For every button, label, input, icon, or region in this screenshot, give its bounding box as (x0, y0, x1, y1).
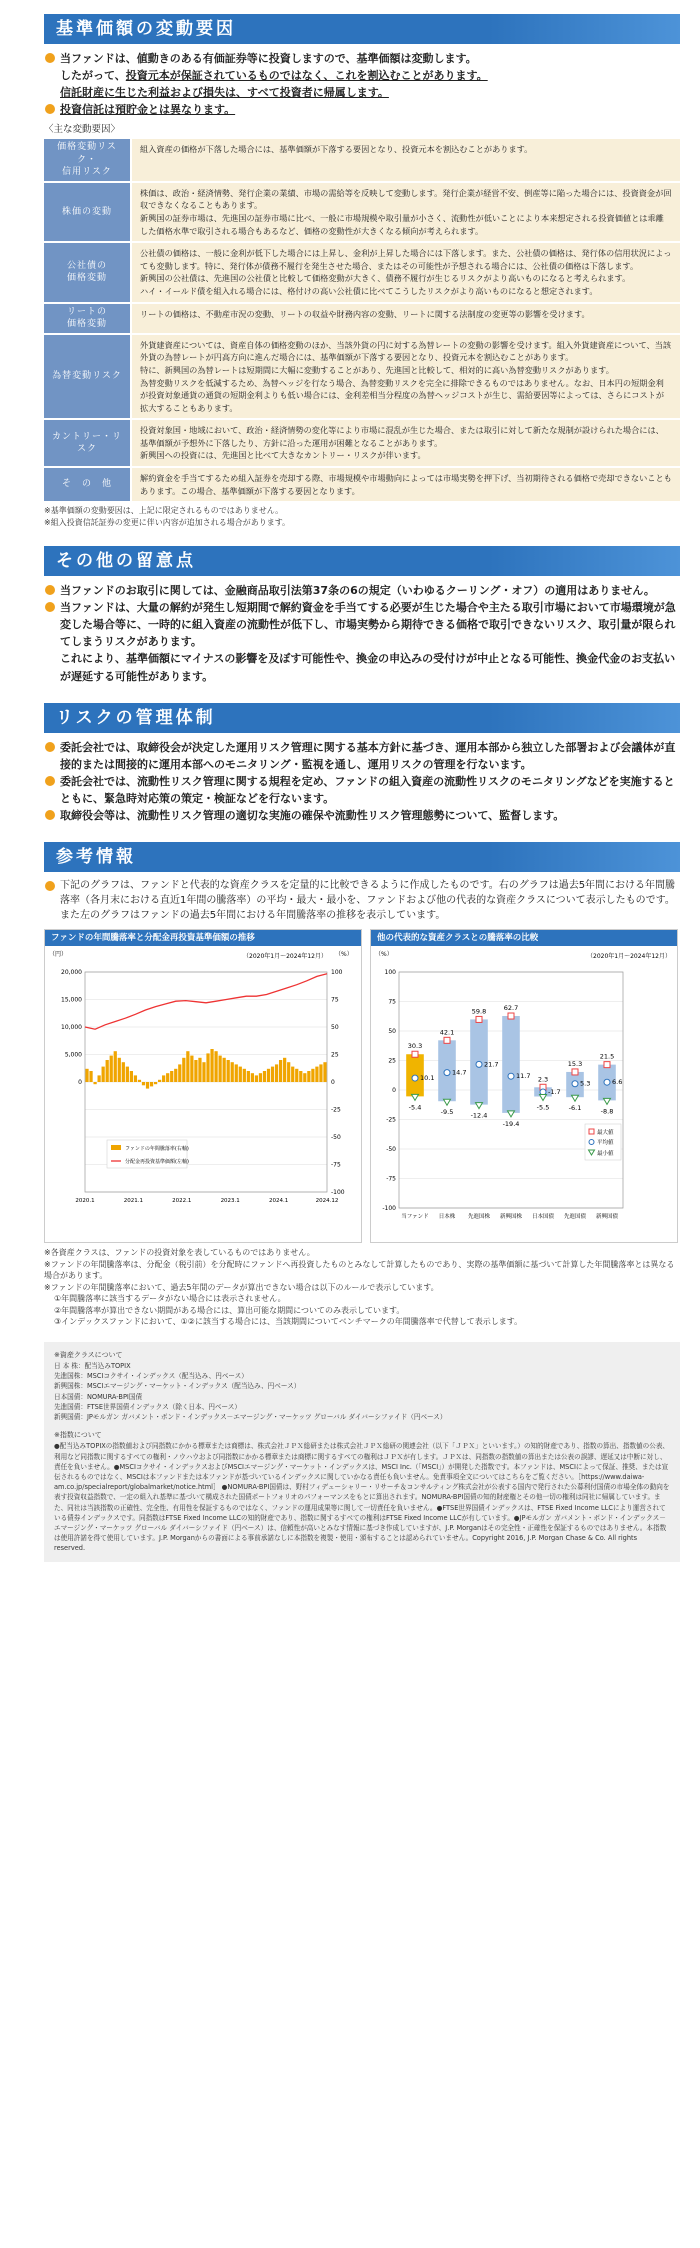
return-bar (134, 1076, 137, 1083)
risk-key: 株価の変動 (44, 183, 132, 241)
max-label: 21.5 (599, 1052, 615, 1061)
chart-period: （2020年1月～2024年12月） (243, 953, 327, 961)
max-marker (412, 1051, 418, 1057)
section-title-other-notes: その他の留意点 (44, 546, 680, 576)
return-bar (198, 1058, 201, 1082)
risk-table-subtitle: 〈主な変動要因〉 (44, 124, 121, 135)
max-label: 15.3 (567, 1060, 583, 1069)
avg-label: 5.3 (580, 1079, 591, 1088)
y-tick: 25 (388, 1057, 396, 1065)
return-bar (174, 1069, 177, 1082)
x-tick: 日本株 (438, 1214, 456, 1221)
x-tick: 2023.1 (220, 1198, 240, 1205)
return-bar (303, 1073, 306, 1082)
min-marker (508, 1111, 515, 1117)
risk-desc: 公社債の価格は、一般に金利が低下した場合には上昇し、金利が上昇した場合には下落します。また、公社債の価格は、発行体の信用状況によっても変動します。特に、発行体が債務不履行を発生させた場合、またはその可能性が予想される場合には、公社債の価格は下落します。 新興国の公社債は、先進国の公社債と比較して価格変動が大きく、債務不履行が生じるリスクがより高いものになると考えられます。 ハイ・イールド債を組入れる場合には、格付けの高い公社債に比べてこうしたリスクがより高いものになると想定されます。 (132, 243, 680, 301)
avg-marker (476, 1062, 482, 1068)
y-tick: -50 (386, 1146, 396, 1154)
max-marker (476, 1017, 482, 1023)
legend-label: 最大値 (597, 1130, 614, 1137)
y-tick: 0 (392, 1087, 396, 1095)
min-marker (444, 1099, 451, 1105)
y-right-tick: 75 (331, 996, 339, 1004)
avg-marker (572, 1081, 578, 1087)
return-bar (299, 1071, 302, 1082)
asset-class-chart-svg (371, 946, 677, 1238)
x-tick: 新興国株 (499, 1214, 523, 1221)
avg-marker (604, 1079, 610, 1085)
return-bar (89, 1071, 92, 1082)
y-right-tick: -75 (331, 1161, 341, 1169)
min-label: -8.8 (600, 1107, 614, 1116)
return-bar (194, 1060, 197, 1082)
max-label: 30.3 (407, 1042, 423, 1051)
return-bar (283, 1058, 286, 1082)
risk-key: リートの 価格変動 (44, 304, 132, 333)
avg-label: 21.7 (484, 1060, 499, 1069)
return-bar (85, 1069, 88, 1082)
reference-intro: 下記のグラフは、ファンドと代表的な資産クラスを定量的に比較できるように作成したものです。右のグラフは過去5年間における年間騰落率（各月末における直近1年間の騰落率）の平均・最大・最小を、ファンドおよび他の代表的な資産クラスについて表示したものです。また左のグラフはファンドの過去5年間における年間騰落率の推移を表示しています。 (44, 878, 680, 923)
min-marker (572, 1095, 579, 1101)
section-title-reference: 参考情報 (44, 842, 680, 872)
section-title-risk-management: リスクの管理体制 (44, 703, 680, 733)
risk-key: 価格変動リスク・ 信用リスク (44, 139, 132, 181)
return-bar (130, 1071, 133, 1082)
return-bar (122, 1062, 125, 1082)
y-tick: -25 (386, 1116, 396, 1124)
risk-notes: ※基準価額の変動要因は、上記に限定されるものではありません。 ※組入投資信託証券の変更に伴い内容が追加される場合があります。 (44, 506, 291, 527)
y-left-tick: 20,000 (61, 969, 82, 977)
avg-marker (508, 1073, 514, 1079)
risk-desc: 解約資金を手当てするため組入証券を売却する際、市場規模や市場動向によっては市場実勢を押下げ、当初期待される価格で売却できないこともあります。この場合、基準価額が下落する要因となります。 (132, 468, 680, 501)
fund-return-chart (44, 929, 362, 1243)
legend-label: 分配金再投資基準価額(左軸) (125, 1159, 189, 1166)
avg-label: 10.1 (420, 1074, 435, 1083)
max-marker (604, 1062, 610, 1068)
index-disclaimer-box: ※資産クラスについて 日 本 株：配当込みTOPIX 先進国株：MSCIコクサイ・インデックス（配当込み、円ベース） 新興国株：MSCIエマージング・マーケット・インデックス（配当込み、円ベース） 日本国債：NOMURA-BPI国債 先進国債：FTSE世界国債インデックス（除く日本、円ベース） 新興国債：JPモルガン ガバメント・ボンド・インデックス－エマージング・マーケッツ グローバル ダイバーシファイド（円ベース） ※指数について ●配当込みTOPIXの指数値および同指数にかかる標章または商標は、株式会社ＪＰＸ総研または株式会社ＪＰＸ総研の関連会社（以下「ＪＰＸ」といいます。）の知的財産であり、指数の算出、指数値の公表、利用など同指数に関するすべての権利・ノウハウおよび同指数にかかる標章または商標に関するすべての権利はＪＰＸが有します。ＪＰＸは、同指数の指数値の算出または公表の誤謬、遅延又は中断に対し、責任を負いません。●MSCIコクサイ・インデックスおよびMSCIエマージング・マーケット・インデックスは、MSCI Inc.（「MSCI」）が開発した指数です。本ファンドは、MSCIによって保証、推奨、または宣伝されるものではなく、MSCIは本ファンドまたは本ファンドが基づいているインデックスに関していかなる責任も負いません。免責事項全文についてはこちらをご覧ください。［https://www.daiwa-am.co.jp/specialreport/globalmarket/notice.html］ ●NOMURA-BPI国債は、野村フィデューシャリー・リサーチ＆コンサルティング株式会社が公表する国内で発行された公募利付国債の市場全体の動向を表す投資収益指数で、一定の組入れ基準に基づいて構成された国債ポートフォリオのパフォーマンスをもとに算出されます。NOMURA-BPI国債の知的財産権とその他一切の権利は同社に帰属しています。また、同社は当該指数の正確性、完全性、有用性を保証するものではなく、ファンドの運用成果等に関して一切責任を負いません。●FTSE世界国債インデックスは、FTSE Fixed Income LLCにより運営されている債券インデックスです。同指数はFTSE Fixed Income LLCの知的財産であり、指数に関するすべての権利はFTSE Fixed Income LLCが有しています。●JPモルガン ガバメント・ボンド・インデックス－エマージング・マーケッツ グローバル ダイバーシファイド（円ベース）は、信頼性が高いとみなす情報に基づき作成していますが、J.P. Morganはその完全性・正確性を保証するものではありません。本指数は使用許諾を得て使用しています。J.P. Morganからの書面による事前承諾なしに本指数を複製・使用・頒布することは認められていません。Copyright 2016, J.P. Morgan Chase & Co. All rights reserved. (44, 1342, 680, 1562)
return-bar (102, 1067, 105, 1082)
return-bar (210, 1049, 213, 1082)
y-right-tick: 100 (331, 969, 343, 977)
risk-row (44, 183, 680, 241)
return-bar (247, 1071, 250, 1082)
min-label: -19.4 (502, 1120, 520, 1129)
return-bar (190, 1056, 193, 1082)
risk-desc: 投資対象国・地域において、政治・経済情勢の変化等により市場に混乱が生じた場合、または取引に対して新たな規制が設けられた場合には、基準価額が予想外に下落したり、方針に沿った運用が困難となることがあります。 新興国への投資には、先進国と比べて大きなカントリー・リスクが伴います。 (132, 420, 680, 466)
range-bar (502, 1016, 520, 1113)
x-tick: 先進国債 (563, 1214, 587, 1221)
section-title-nav-factors: 基準価額の変動要因 (44, 14, 680, 44)
return-bar (287, 1062, 290, 1082)
legend-max-icon (589, 1129, 594, 1134)
return-bar (146, 1082, 149, 1089)
avg-marker (444, 1070, 450, 1076)
return-bar (178, 1065, 181, 1083)
return-bar (142, 1082, 145, 1085)
return-bar (138, 1080, 141, 1082)
return-bar (223, 1058, 226, 1082)
fund-return-chart-svg (45, 946, 361, 1238)
max-label: 42.1 (439, 1028, 455, 1037)
min-label: -9.5 (440, 1108, 454, 1117)
risk-key: 公社債の 価格変動 (44, 243, 132, 301)
max-label: 62.7 (503, 1004, 519, 1013)
return-bar (182, 1058, 185, 1082)
y-left-tick: 15,000 (61, 996, 82, 1004)
return-bar (307, 1071, 310, 1082)
min-label: -6.1 (568, 1104, 582, 1113)
risk-desc: 組入資産の価格が下落した場合には、基準価額が下落する要因となり、投資元本を割込むことがあります。 (132, 139, 680, 181)
return-bar (106, 1060, 109, 1082)
min-label: -5.4 (408, 1103, 422, 1112)
return-bar (154, 1082, 157, 1084)
legend-swatch-bar (111, 1145, 121, 1150)
return-bar (158, 1080, 161, 1082)
return-bar (93, 1082, 96, 1084)
return-bar (239, 1067, 242, 1082)
charts-row (44, 929, 680, 1243)
y-left-tick: 5,000 (64, 1051, 82, 1059)
risk-key: そ の 他 (44, 468, 132, 501)
return-bar (279, 1060, 282, 1082)
min-marker (604, 1099, 611, 1105)
x-tick: 日本国債 (531, 1214, 555, 1221)
x-tick: 2020.1 (75, 1198, 95, 1205)
max-marker (508, 1013, 514, 1019)
return-bar (275, 1065, 278, 1083)
risk-row (44, 304, 680, 333)
risk-key: カントリー・リスク (44, 420, 132, 466)
return-bar (214, 1051, 217, 1082)
return-bar (319, 1065, 322, 1083)
x-tick: 2022.1 (172, 1198, 192, 1205)
avg-marker (412, 1075, 418, 1081)
min-marker (540, 1095, 547, 1101)
x-tick: 2024.12 (315, 1198, 339, 1205)
min-label: -12.4 (470, 1111, 488, 1120)
return-bar (126, 1067, 129, 1082)
return-bar (267, 1069, 270, 1082)
bullet-principal: 当ファンドは、値動きのある有価証券等に投資しますので、基準価額は変動します。 したがって、投資元本が保証されているものではなく、これを割込むことがあります。 信託財産に生じた利益および損失は、すべて投資者に帰属します。 (44, 50, 680, 101)
return-bar (235, 1065, 238, 1083)
y-right-tick: -100 (331, 1189, 345, 1197)
return-bar (323, 1062, 326, 1082)
return-bar (162, 1076, 165, 1083)
return-bar (166, 1073, 169, 1082)
y-right-tick: -25 (331, 1106, 341, 1114)
return-bar (98, 1076, 101, 1083)
y-left-unit: （円） (49, 951, 68, 959)
risk-table (44, 137, 680, 503)
return-bar (231, 1062, 234, 1082)
return-bar (263, 1071, 266, 1082)
return-bar (150, 1082, 153, 1086)
return-bar (170, 1071, 173, 1082)
risk-row (44, 335, 680, 419)
nav-line (85, 974, 327, 1029)
y-unit: （%） (375, 951, 393, 959)
legend-label: ファンドの年間騰落率(右軸) (125, 1146, 189, 1153)
return-bar (118, 1058, 121, 1082)
risk-row (44, 139, 680, 181)
risk-row (44, 468, 680, 501)
min-marker (412, 1095, 419, 1101)
chart-period: （2020年1月～2024年12月） (587, 953, 671, 961)
other-notes-body: 当ファンドのお取引に関しては、金融商品取引法第37条の6の規定（いわゆるクーリング・オフ）の適用はありません。 当ファンドは、大量の解約が発生し短期間で解約資金を手当てする必要が生じた場合や主たる取引市場において市場環境が急変した場合等に、一時的に組入資産の流動性が低下し、市場実勢から期待できる価格で取引できないリスク、取引量が限られてしまうリスクがあります。 これにより、基準価額にマイナスの影響を及ぼす可能性や、換金の申込みの受付けが中止となる可能性、換金代金のお支払いが遅延する可能性があります。 (44, 582, 680, 685)
return-bar (243, 1069, 246, 1082)
return-bar (114, 1051, 117, 1082)
chart-title: ファンドの年間騰落率と分配金再投資基準価額の推移 (45, 930, 361, 946)
risk-row (44, 243, 680, 301)
max-label: 59.8 (471, 1007, 487, 1016)
risk-desc: 外貨建資産については、資産自体の価格変動のほか、当該外貨の円に対する為替レートの変動の影響を受けます。組入外貨建資産について、当該外貨の為替レートが円高方向に進んだ場合には、基準価額が下落する要因となり、投資元本を割込むことがあります。 特に、新興国の為替レートは短期間に大幅に変動することがあり、先進国と比較して、相対的に高い為替変動リスクがあります。 為替変動リスクを低減するため、為替ヘッジを行なう場合、為替変動リスクを完全に排除できるものではありません。なお、日本円の短期金利が投資対象通貨の通貨の短期金利よりも低い場合には、金利差相当分程度の為替ヘッジコストが生じ、需給要因等によっては、さらにコストが拡大することもあります。 (132, 335, 680, 419)
return-bar (251, 1073, 254, 1082)
y-right-unit: （%） (335, 951, 353, 959)
y-tick: 100 (384, 969, 396, 977)
min-marker (476, 1103, 483, 1109)
risk-key: 為替変動リスク (44, 335, 132, 419)
y-tick: 75 (388, 998, 396, 1006)
avg-label: 6.6 (612, 1078, 623, 1087)
x-tick: 新興国債 (595, 1214, 619, 1221)
risk-management-body: 委託会社では、取締役会が決定した運用リスク管理に関する基本方針に基づき、運用本部から独立した部署および会議体が直接的または間接的に運用本部へのモニタリング・監視を通し、運用リスクの管理を行ないます。 委託会社では、流動性リスク管理に関する規程を定め、ファンドの組入資産の流動性リスクのモニタリングなどを実施するとともに、緊急時対応策の策定・検証などを行ないます。 取締役会等は、流動性リスク管理の適切な実施の確保や流動性リスク管理態勢について、監督します。 (44, 739, 680, 824)
return-bar (255, 1076, 258, 1083)
legend-label: 平均値 (597, 1140, 614, 1147)
y-left-tick: 10,000 (61, 1024, 82, 1032)
risk-row (44, 420, 680, 466)
y-right-tick: 25 (331, 1051, 339, 1059)
y-tick: -100 (382, 1205, 396, 1213)
return-bar (227, 1060, 230, 1082)
avg-label: -1.7 (548, 1088, 561, 1097)
y-right-tick: 50 (331, 1024, 339, 1032)
risk-desc: 株価は、政治・経済情勢、発行企業の業績、市場の需給等を反映して変動します。発行企業が経営不安、倒産等に陥った場合には、投資資金が回収できなくなることもあります。 新興国の証券市場は、先進国の証券市場に比べ、一般に市場規模や取引量が小さく、流動性が低いことにより本来想定される投資価値とは乖離した価格水準で取引される場合もあるなど、価格の変動性が大きくなる傾向が考えられます。 (132, 183, 680, 241)
x-tick: 2021.1 (123, 1198, 144, 1205)
legend-label: 最小値 (597, 1151, 614, 1158)
x-tick: 先進国株 (467, 1214, 491, 1221)
return-bar (186, 1051, 189, 1082)
return-bar (315, 1067, 318, 1082)
return-bar (271, 1067, 274, 1082)
return-bar (311, 1069, 314, 1082)
return-bar (259, 1073, 262, 1082)
avg-label: 11.7 (516, 1072, 531, 1081)
x-tick: 当ファンド (401, 1214, 429, 1221)
x-tick: 2024.1 (268, 1198, 289, 1205)
y-right-tick: -50 (331, 1134, 341, 1142)
y-tick: -75 (386, 1175, 396, 1183)
max-label: 2.3 (537, 1075, 549, 1084)
y-right-tick: 0 (331, 1079, 335, 1087)
y-tick: 50 (388, 1028, 396, 1036)
bullet-deposit: 投資信託は預貯金とは異なります。 (44, 101, 680, 118)
return-bar (219, 1056, 222, 1082)
return-bar (291, 1067, 294, 1082)
risk-desc: リートの価格は、不動産市況の変動、リートの収益や財務内容の変動、リートに関する法制度の変更等の影響を受けます。 (132, 304, 680, 333)
return-bar (295, 1069, 298, 1082)
return-bar (206, 1054, 209, 1083)
return-bar (202, 1062, 205, 1082)
y-left-tick: 0 (78, 1079, 82, 1087)
return-bar (110, 1056, 113, 1082)
chart-title: 他の代表的な資産クラスとの騰落率の比較 (371, 930, 677, 946)
reference-footnotes: ※各資産クラスは、ファンドの投資対象を表しているものではありません。 ※ファンドの年間騰落率は、分配金（税引前）を分配時にファンドへ再投資したものとみなして計算したものであり、実際の基準価額に基づいて計算した年間騰落率とは異なる場合があります。 ※ファンドの年間騰落率において、過去5年間のデータが算出できない場合は以下のルールで表示しています。 ①年間騰落率に該当するデータがない場合には表示されません。 ②年間騰落率が算出できない期間がある場合には、算出可能な期間についてのみ表示しています。 ③インデックスファンドにおいて、①②に該当する場合には、当該期間についてベンチマークの年間騰落率で代替して表示します。 (44, 1248, 675, 1327)
legend-avg-icon (589, 1140, 594, 1145)
max-marker (444, 1038, 450, 1044)
avg-label: 14.7 (452, 1068, 467, 1077)
max-marker (572, 1069, 578, 1075)
min-label: -5.5 (536, 1103, 550, 1112)
asset-class-chart (370, 929, 678, 1243)
